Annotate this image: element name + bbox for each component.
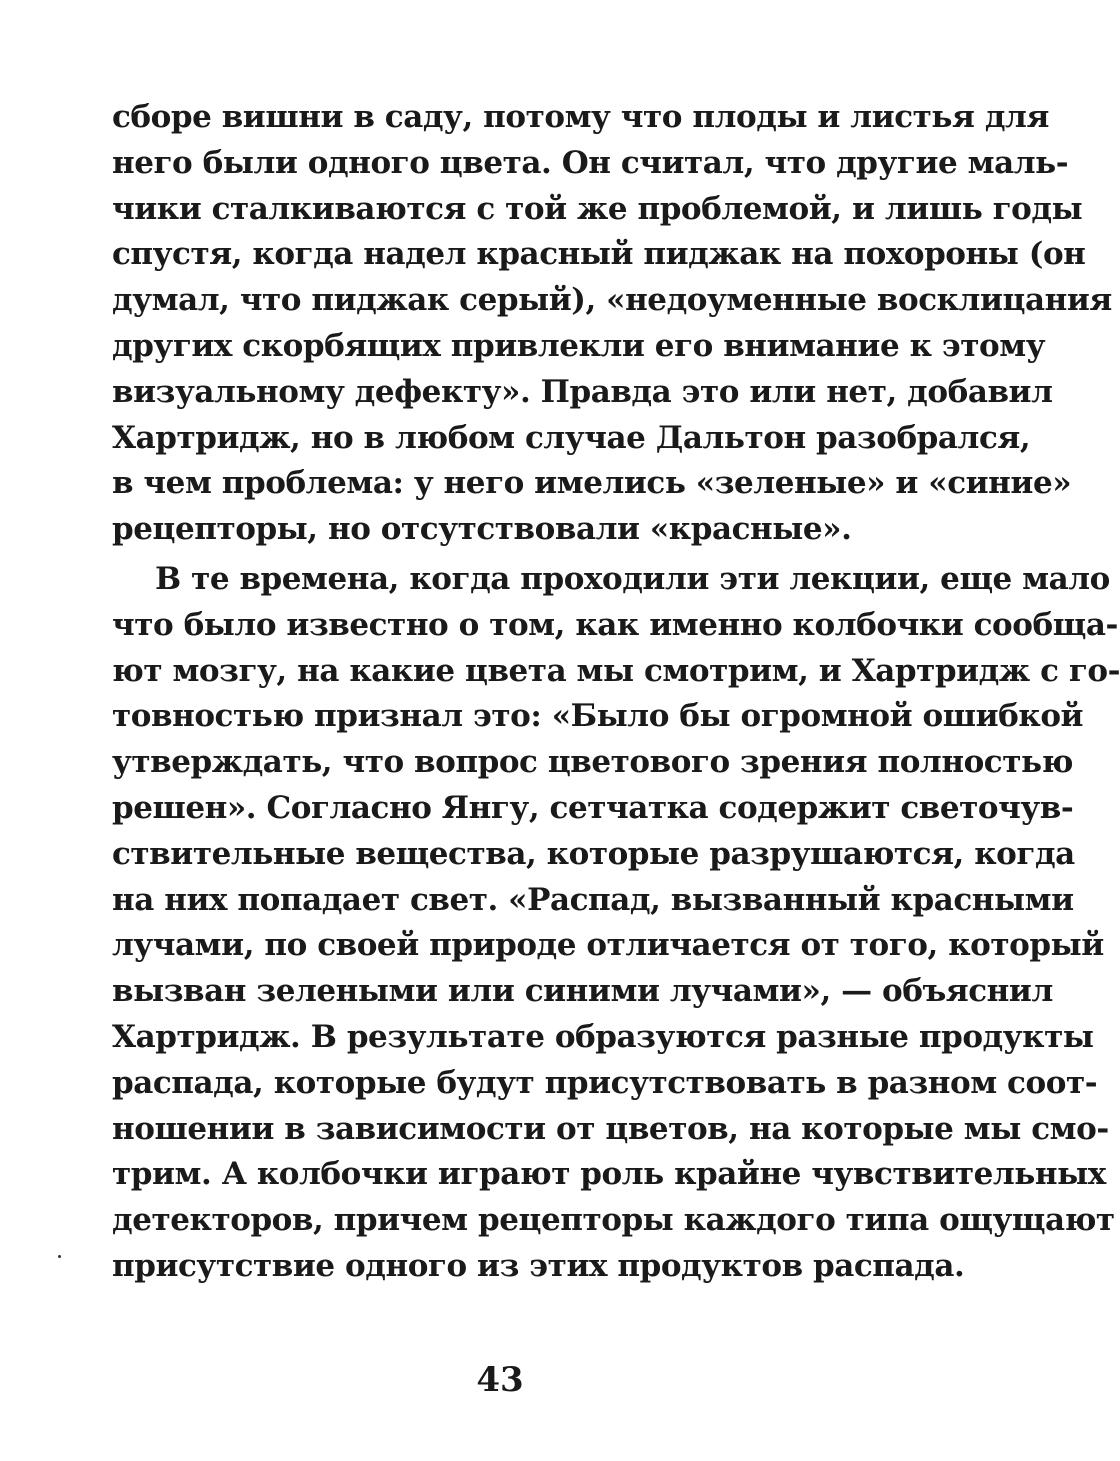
text-line: присутствие одного из этих продуктов распада.: [112, 1247, 965, 1284]
text-line: ствительные вещества, которые разрушаются, когда: [112, 835, 1075, 872]
text-line: Хартридж, но в любом случае Дальтон разобрался,: [112, 419, 1031, 456]
text-line: вызван зелеными или синими лучами», — объяснил: [112, 973, 1053, 1010]
text-line: Хартридж. В результате образуются разные продукты: [112, 1018, 1094, 1055]
text-line: него были одного цвета. Он считал, что другие маль-: [112, 144, 1069, 181]
text-line: ют мозгу, на какие цвета мы смотрим, и Хартридж с го-: [112, 652, 1120, 689]
page-number: 43: [476, 1360, 524, 1400]
text-line: в чем проблема: у него имелись «зеленые» и «синие»: [112, 465, 1072, 502]
text-line: лучами, по своей природе отличается от того, который: [112, 927, 1104, 964]
text-line: чики сталкиваются с той же проблемой, и лишь годы: [112, 190, 1083, 227]
text-line: сборе вишни в саду, потому что плоды и листья для: [112, 99, 1049, 135]
text-line: визуальному дефекту». Правда это или нет, добавил: [112, 373, 1053, 410]
text-line: что было известно о том, как именно колбочки сообща-: [112, 606, 1118, 643]
text-line: утверждать, что вопрос цветового зрения полностью: [112, 744, 1073, 781]
text-line: думал, что пиджак серый), «недоуменные восклицания: [112, 282, 1112, 319]
paragraph-2: [112, 557, 1120, 1290]
text-line: спустя, когда надел красный пиджак на похороны (он: [112, 236, 1086, 273]
text-line: рецепторы, но отсутствовали «красные».: [112, 511, 852, 548]
text-line: распада, которые будут присутствовать в разном соот-: [112, 1064, 1098, 1101]
scan-speck: [58, 1255, 61, 1258]
paragraph-1: [112, 95, 1112, 553]
text-line: решен». Согласно Янгу, сетчатка содержит светочув-: [112, 789, 1074, 826]
text-line: трим. А колбочки играют роль крайне чувствительных: [112, 1156, 1106, 1193]
text-line: ношении в зависимости от цветов, на которые мы смо-: [112, 1110, 1109, 1147]
text-line: В те времена, когда проходили эти лекции, еще мало: [155, 561, 1110, 597]
text-line: других скорбящих привлекли его внимание к этому: [112, 327, 1046, 364]
text-line: товностью признал это: «Было бы огромной ошибкой: [112, 698, 1084, 735]
text-line: на них попадает свет. «Распад, вызванный красными: [112, 881, 1074, 918]
text-line: детекторов, причем рецепторы каждого типа ощущают: [112, 1202, 1115, 1239]
